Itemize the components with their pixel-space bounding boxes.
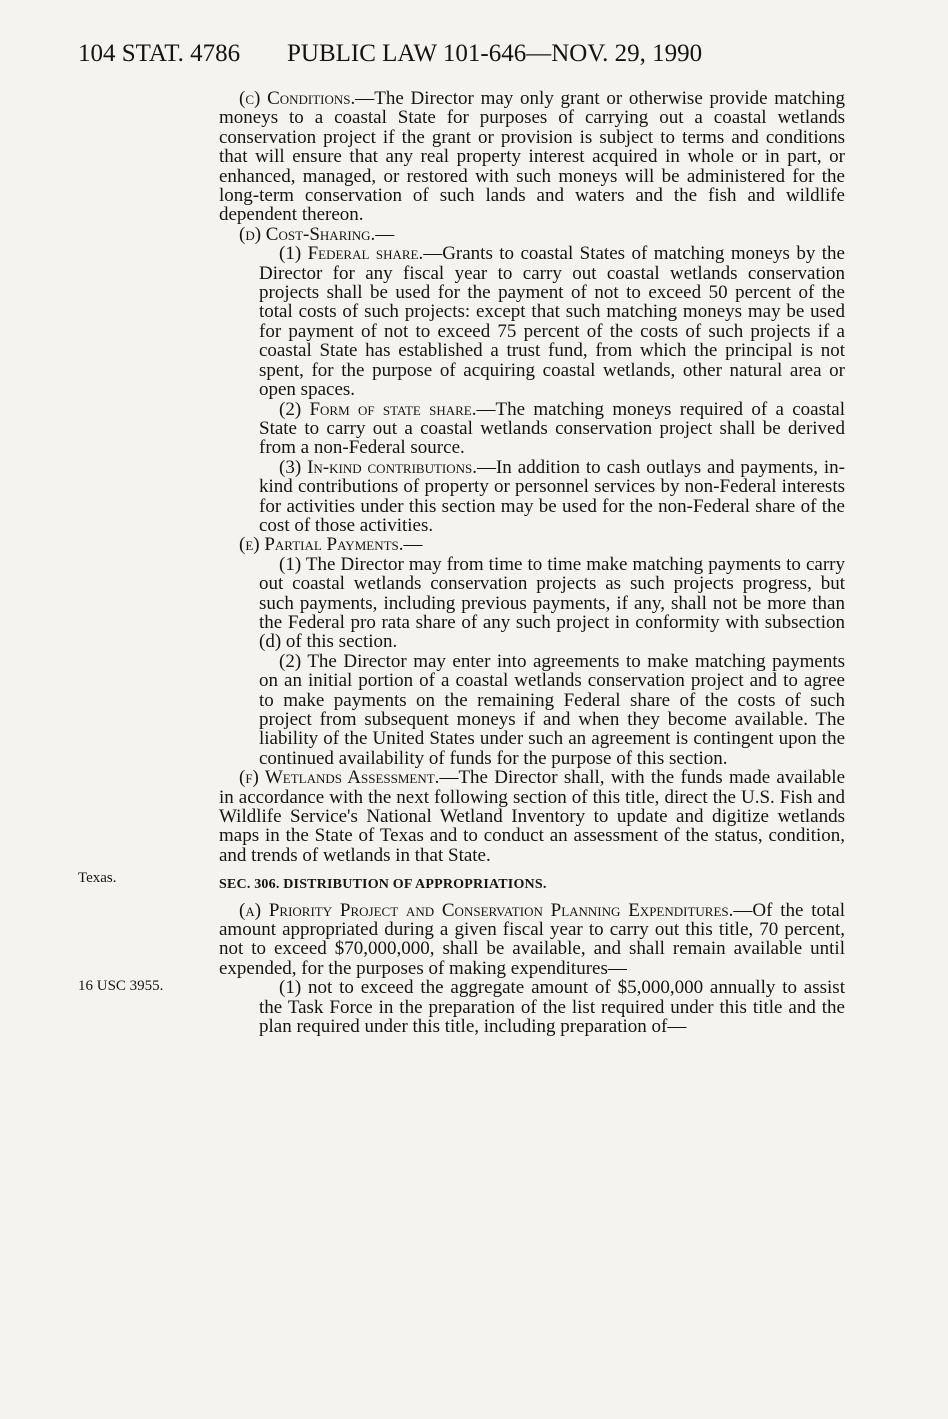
running-header — [78, 40, 868, 80]
paragraph-e-partial-payments: (e) Partial Payments.— — [239, 534, 423, 556]
paragraph-e1: (1) The Director may from time to time make matching payments to carry out coastal wetlands conservation projects as such projects progress, but such payments, including previous payments, if any, shall not be more than the Federal pro rata share of any such project in conformity with subsection (d) of this section. — [259, 553, 845, 653]
stat-citation: 104 STAT. 4786 — [78, 40, 241, 67]
paragraph-d3-in-kind-contributions: (3) In-kind contributions.—In addition to cash outlays and payments, in-kind contributions of property or personnel services by non-Federal interests for activities under this section may be used for the non-Federal share of the cost of those activities. — [259, 456, 845, 536]
paragraph-e2: (2) The Director may enter into agreements to make matching payments on an initial portion of a coastal wetlands conservation project and to agree to make payments on the remaining Federal share of the costs of such project from subsequent moneys if and when they become available. The liability of the United States under such an agreement is contingent upon the continued availability of funds for the purpose of this section. — [259, 650, 845, 769]
paragraph-d-cost-sharing: (d) Cost-Sharing.— — [239, 223, 395, 245]
paragraph-c-conditions: (c) Conditions.—The Director may only grant or otherwise provide matching moneys to a coastal State for purposes of carrying out a coastal wetlands conservation project if the grant or provision is subject to terms and conditions that will ensure that any real property interest acquired in whole or in part, or enhanced, managed, or restored with such moneys will be administered for the long-term conservation of such lands and waters and the fish and wildlife dependent thereon. — [219, 88, 845, 226]
paragraph-d2-form-of-state-share: (2) Form of state share.—The matching moneys required of a coastal State to carry out a coastal wetlands conservation project shall be derived from a non-Federal source. — [259, 398, 845, 459]
paragraph-a-priority-project: (a) Priority Project and Conservation Planning Expenditures.—Of the total amount appropriated during a given fiscal year to carry out this title, 70 percent, not to exceed $70,000,000, shall be available, and shall remain available until expended, for the purposes of making expenditures— — [219, 899, 845, 979]
paragraph-a1: (1) not to exceed the aggregate amount of $5,000,000 annually to assist the Task Force in the preparation of the list required under this title and the plan required under this title, including preparation of— — [259, 977, 845, 1038]
margin-note-usc: 16 USC 3955. — [78, 978, 164, 994]
body-text — [219, 89, 845, 1037]
section-306-heading: SEC. 306. DISTRIBUTION OF APPROPRIATIONS. — [219, 877, 547, 893]
public-law-title: PUBLIC LAW 101-646—NOV. 29, 1990 — [287, 40, 703, 67]
paragraph-f-wetlands-assessment: (f) Wetlands Assessment.—The Director shall, with the funds made available in accordance with the next following section of this title, direct the U.S. Fish and Wildlife Service's National Wetland Inventory to update and digitize wetlands maps in the State of Texas and to conduct an assessment of the status, condition, and trends of wetlands in that State. — [219, 767, 845, 866]
margin-note-texas: Texas. — [78, 870, 117, 886]
paragraph-d1-federal-share: (1) Federal share.—Grants to coastal States of matching moneys by the Director for any fiscal year to carry out coastal wetlands conservation projects shall be used for the payment of not to exceed 50 percent of the total costs of such projects: except that such matching moneys may be used for payment of not to exceed 75 percent of the costs of such projects if a coastal State has established a trust fund, from which the principal is not spent, for the purpose of acquiring coastal wetlands, other natural area or open spaces. — [259, 243, 845, 401]
